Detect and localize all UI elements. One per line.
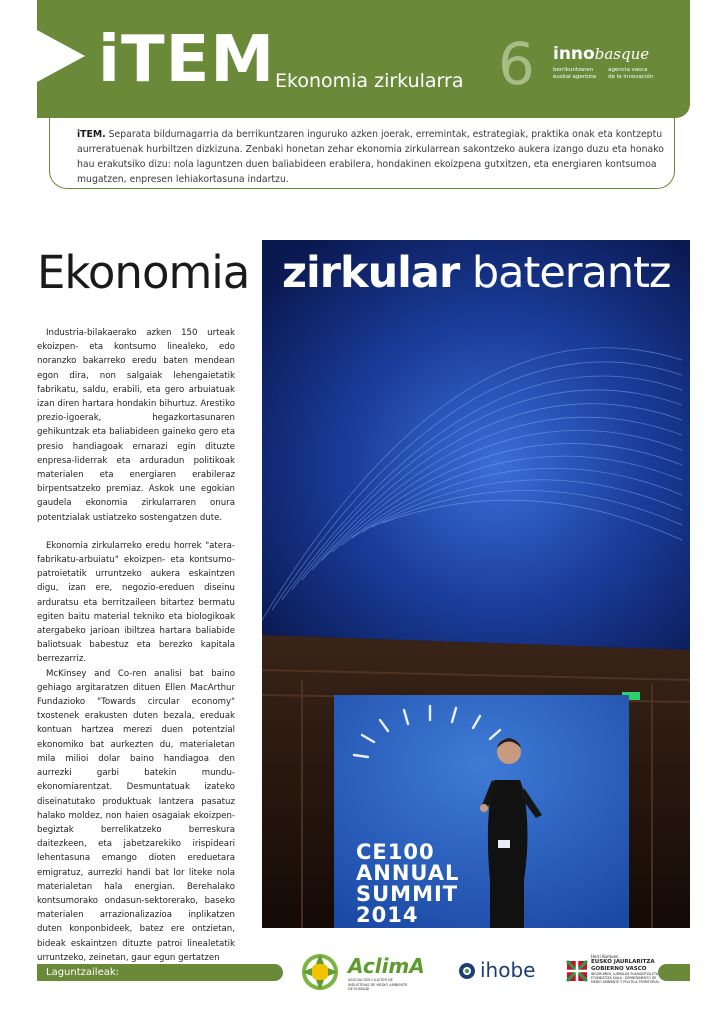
ihobe-name: ihobe [480,958,536,982]
footer-label: Laguntzaileak: [46,967,120,978]
screen-text [356,842,459,926]
issue-number: 6 [498,30,535,98]
ihobe-logo [458,958,544,986]
section-title: Ekonomia zirkularra [275,70,464,92]
gobierno-vasco-emblem-icon [566,960,588,982]
inno-logo-subtitle [553,67,683,81]
header-arrow-notch [37,30,85,82]
gov-name-1: EUSKO JAURLARITZA [591,959,655,965]
gov-dept-text: INGURUMEN, LURRALDE PLANGINTZA ETA ETXEBIZITZA SAILA · DEPARTAMENTO DE MEDIO AMBIENTE Y POLÍTICA TERRITORIAL [591,972,660,984]
inno-logo-word: inno [553,44,595,64]
gobierno-vasco-logo [566,954,666,990]
aclima-name: AclimA [348,954,425,978]
screen-line-1: CE100 [356,840,435,864]
inno-sub-right-2: de la innovación [608,74,654,80]
article-title-rest: baterantz [459,248,671,298]
brand-title: iTEM [98,23,275,97]
innobasque-logo [553,44,683,94]
aclima-logo [300,952,425,992]
ihobe-mark-icon [458,962,476,980]
conference-photo [262,240,690,928]
article-title-left: Ekonomia [37,246,250,299]
article-body [37,326,235,965]
article-paragraph: McKinsey and Co-ren analisi bat baino gehiago argitaratzen dituen Ellen MacArthur Fundazioko "Towards circular economy" txostenek erakusten duten bezala, ereduak kontuan hartzea merezi duen potentzial ekonomiko bat aurkezten du, materialetan mila milioi dolar baino handiagoa den aurrezki garbi batekin mundu-ekonomiarentzat. Desmuntatuak izateko diseinatutako produktuak lantzera pasatuz halako moldez, non haien osagaiak ekoizpen-begiztak berrelikatzeko berreskura daitezkeen, eta jabetzarekiko irispideari lehentasuna emango dioten ereduetara emigratuz, aurrezki handi bat lor liteke nola materialetan hala energian. Berehalako kontsumorako ondasun-sektorerako, baseko materialen arrazionalizazioa inplikatzen duten konponbideek, batez ere ontzietan, bideak eskaintzen dituzte patroi linealetatik urruntzeko, zeinetan, gaur egun gertatzen [37,668,235,963]
article-paragraph: Ekonomia zirkularreko eredu horrek "atera-fabrikatu-arbuiatu" ekoizpen- eta kontsumo-patroietatik urruntzeko aukera eskaintzen digu, izan ere, negozio-ereduen diseinu arduratsu eta berritzaileen bitartez bermatu egiten baitu material tekniko eta biologikoak atergabeko jarioan ibiltzea hartara baliabide baliotsuak babestuz eta berezko kapitala berrezarriz. [37,540,235,665]
inno-sub-right-1: agencia vasca [608,67,648,73]
screen-line-2: ANNUAL [356,861,460,885]
aclima-subtitle: ASOCIACIÓN CLÚSTER DE INDUSTRIAS DE MEDIO AMBIENTE DE EUSKADI [348,978,408,991]
article-paragraph: Industria-bilakaerako azken 150 urteak ekoizpen- eta kontsumo linealeko, edo noranzko bakarreko eredu baten mendean egon dira, non salgaiak lehengaietatik fabrikatu, saldu, erabili, eta gero arbuiatuak izan diren hartara hondakin bihurtuz. Arestiko prezio-igoerak, hegazkortasunaren gehikuntzak eta baliabideen gaineko gero eta presio handiagoak ernarazi egin dituzte enpresa-liderrak eta arduradun politikoak materialen eta energiaren erabileraz birpentsatzeko premiaz. Askok une egokian gaudela ekonomia zirkularraren onura potentzialak ustiatzeko sostengatzen dute. [37,328,235,523]
intro-text [77,127,677,187]
article-title-right [282,247,671,299]
gov-top-text: Herri Kontuen [591,954,619,959]
article-title-bold: zirkular [282,248,460,298]
intro-lead: iTEM. [77,129,106,140]
intro-body: Separata bildumagarria da berrikuntzaren inguruko azken joerak, erremintak, estrategiak, praktika onak eta kontzeptu aurreratuenak hurbiltzen dizkizuna. Zenbaki honetan zehar ekonomia zirkularrean sakontzeko aukera izango duzu eta honako hau erakutsiko dizu: nola laguntzen duen baliabideen erabilera, hondakinen ekoizpena gutxitzen, eta energiaren kontsumoa mugatzen, enpresen lehiakortasuna indartzu. [77,129,664,185]
screen-line-4: 2014 [356,903,419,927]
inno-sub-left-1: berrikuntzaren [553,67,594,73]
conference-photo-illustration [262,240,690,928]
gov-name-2: GOBIERNO VASCO [591,965,647,972]
inno-sub-left-2: euskal agentzia [553,74,597,80]
screen-line-3: SUMMIT [356,882,459,906]
aclima-leaf-icon [300,952,340,992]
basque-logo-word: basque [594,45,650,63]
